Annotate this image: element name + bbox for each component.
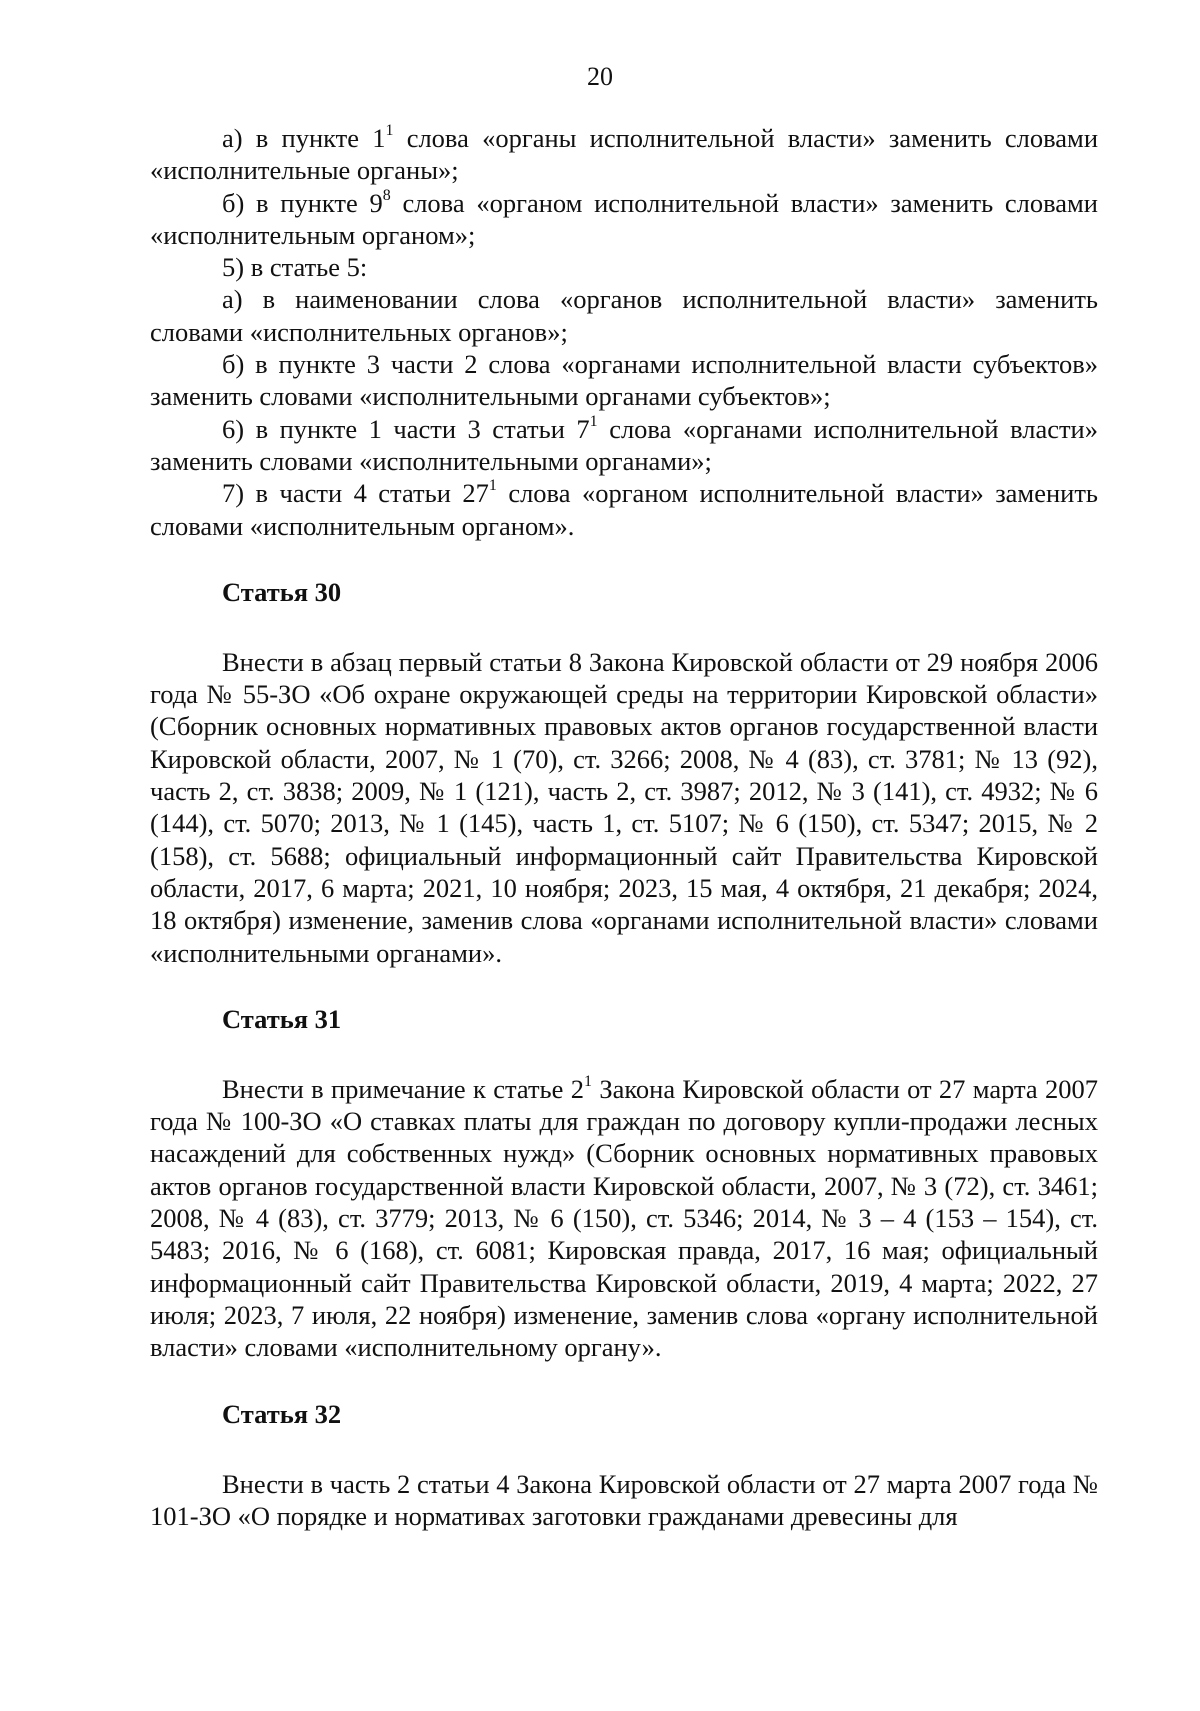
article-32-title: Статья 32 <box>222 1398 342 1429</box>
amendment-item: а) в наименовании слова «органов исполнительной власти» заменить словами «исполнительных органов»; <box>150 284 1098 347</box>
amendment-item: 7) в части 4 статьи $27^1$ слова «органом исполнительной власти» заменить словами «исполнительным органом». <box>150 477 1098 541</box>
article-30-text: Внести в абзац первый статьи 8 Закона Кировской области от 29 ноября 2006 года № 55-ЗО «Об охране окружающей среды на территории Кировской области» (Сборник основных нормативных правовых актов органов государственной власти Кировской области, 2007, № 1 (70), ст. 3266; 2008, № 4 (83), ст. 3781; № 13 (92), часть 2, ст. 3838; 2009, № 1 (121), часть 2, ст. 3987; 2012, № 3 (141), ст. 4932; № 6 (144), ст. 5070; 2013, № 1 (145), часть 1, ст. 5107; № 6 (150), ст. 5347; 2015, № 2 (158), ст. 5688; официальный информационный сайт Правительства Кировской области, 2017, 6 марта; 2021, 10 ноября; 2023, 15 мая, 4 октября, 21 декабря; 2024, 18 октября) изменение, заменив слова «органами исполнительной власти» словами «исполнительными органами». <box>150 646 1098 968</box>
article-30-title: Статья 30 <box>222 576 342 607</box>
article-31-title: Статья 31 <box>222 1003 342 1034</box>
amendment-item: 5) в статье 5: <box>222 252 368 283</box>
amendment-item: б) в пункте 3 части 2 слова «органами исполнительной власти субъектов» заменить словами «исполнительными органами субъектов»; <box>150 349 1098 412</box>
amendment-item: б) в пункте $9^8$ слова «органом исполнительной власти» заменить словами «исполнительным органом»; <box>150 186 1098 250</box>
page-content <box>150 122 1098 1532</box>
article-32-text: Внести в часть 2 статьи 4 Закона Кировской области от 27 марта 2007 года № 101-ЗО «О порядке и нормативах заготовки гражданами древесины для <box>150 1468 1098 1531</box>
article-31-text: Внести в примечание к статье $2^1$ Закона Кировской области от 27 марта 2007 года № 100-ЗО «О ставках платы для граждан по договору купли-продажи лесных насаждений для собственных нужд» (Сборник основных нормативных правовых актов органов государственной власти Кировской области, 2007, № 3 (72), ст. 3461; 2008, № 4 (83), ст. 3779; 2013, № 6 (150), ст. 5346; 2014, № 3 – 4 (153 – 154), ст. 5483; 2016, № 6 (168), ст. 6081; Кировская правда, 2017, 16 мая; официальный информационный сайт Правительства Кировской области, 2019, 4 марта; 2022, 27 июля; 2023, 7 июля, 22 ноября) изменение, заменив слова «органу исполнительной власти» словами «исполнительному органу». <box>150 1073 1098 1363</box>
page-number: 20 <box>587 62 613 91</box>
amendment-item: 6) в пункте 1 части 3 статьи $7^1$ слова «органами исполнительной власти» заменить словами «исполнительными органами»; <box>150 412 1098 476</box>
amendment-list <box>150 122 1098 542</box>
amendment-item: а) в пункте $1^1$ слова «органы исполнительной власти» заменить словами «исполнительные органы»; <box>150 122 1098 186</box>
